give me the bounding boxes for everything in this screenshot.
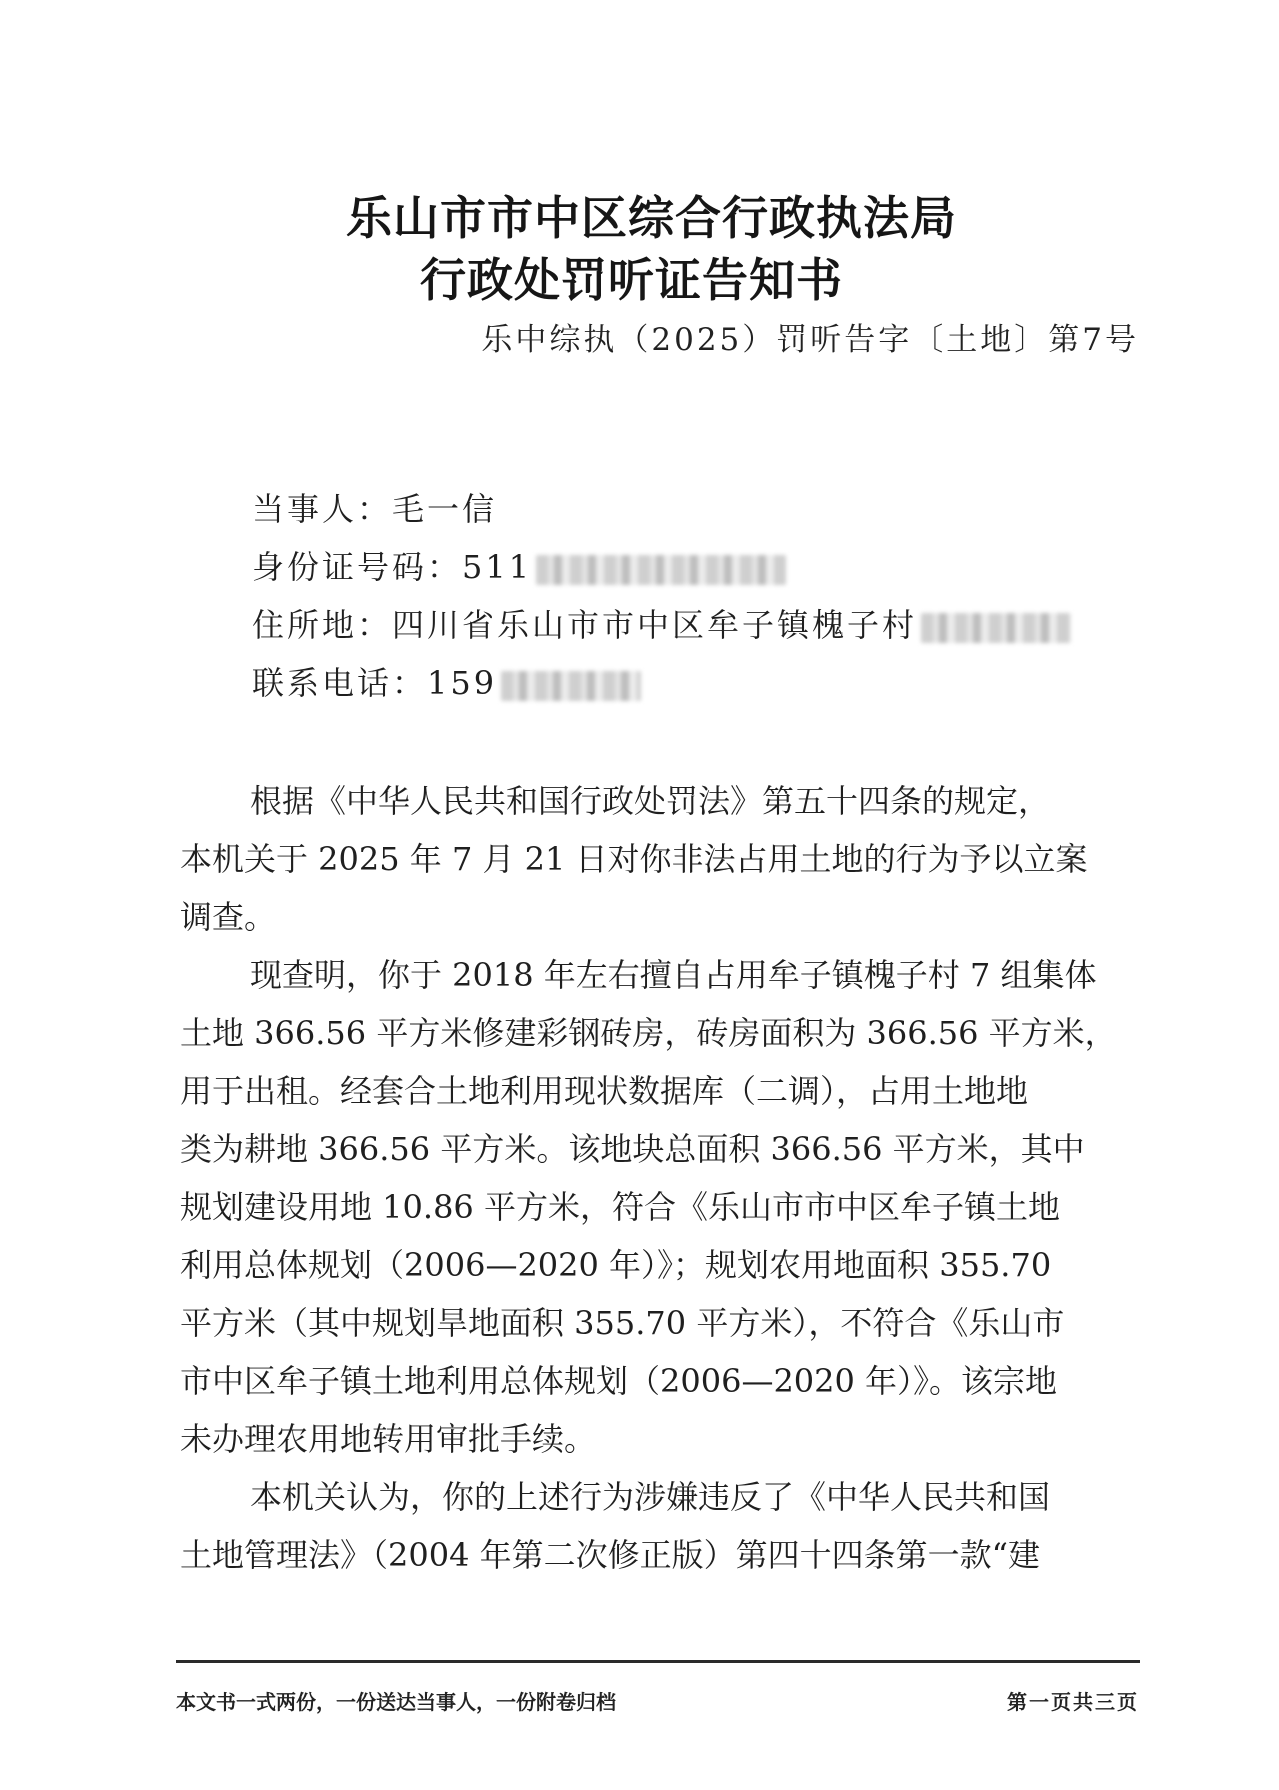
body-line: 现查明，你于 2018 年左右擅自占用牟子镇槐子村 7 组集体 — [250, 956, 1097, 994]
footer-divider — [176, 1660, 1140, 1663]
redacted-address-mask — [921, 613, 1071, 643]
footer-page-number: 第一页共三页 — [1007, 1690, 1139, 1714]
footer-copies-note: 本文书一式两份，一份送达当事人，一份附卷归档 — [176, 1690, 616, 1714]
body-line: 平方米（其中规划旱地面积 355.70 平方米），不符合《乐山市 — [180, 1304, 1065, 1342]
party-phone-label: 联系电话： — [252, 664, 428, 702]
body-line: 规划建设用地 10.86 平方米，符合《乐山市市中区牟子镇土地 — [180, 1188, 1060, 1226]
document-number: 乐中综执（2025）罚听告字〔土地〕第7号 — [481, 322, 1139, 358]
party-id-value: 511 — [462, 548, 533, 586]
party-phone-value: 159 — [427, 664, 498, 702]
body-line: 市中区牟子镇土地利用总体规划（2006—2020 年）》。该宗地 — [180, 1362, 1058, 1400]
body-line: 利用总体规划（2006—2020 年）》；规划农用地面积 355.70 — [180, 1246, 1052, 1284]
body-line: 土地 366.56 平方米修建彩钢砖房，砖房面积为 366.56 平方米， — [180, 1014, 1117, 1052]
body-line: 类为耕地 366.56 平方米。该地块总面积 366.56 平方米，其中 — [180, 1130, 1085, 1168]
body-line: 根据《中华人民共和国行政处罚法》第五十四条的规定， — [250, 782, 1051, 820]
redacted-id-mask — [536, 555, 786, 585]
body-line: 本机关于 2025 年 7 月 21 日对你非法占用土地的行为予以立案 — [180, 840, 1088, 878]
party-address-row — [252, 600, 1071, 646]
body-line: 本机关认为，你的上述行为涉嫌违反了《中华人民共和国 — [250, 1478, 1051, 1516]
party-name-label: 当事人： — [252, 490, 393, 528]
party-id-label: 身份证号码： — [252, 548, 463, 586]
party-name-value: 毛一信 — [392, 490, 498, 528]
party-name-row — [252, 484, 497, 530]
document-title-agency: 乐山市市中区综合行政执法局 — [346, 191, 957, 245]
body-line: 土地管理法》（2004 年第二次修正版）第四十四条第一款“建 — [180, 1536, 1040, 1574]
body-line: 用于出租。经套合土地利用现状数据库（二调），占用土地地 — [180, 1072, 1029, 1110]
redacted-phone-mask — [501, 671, 641, 701]
party-address-label: 住所地： — [252, 606, 393, 644]
body-line: 未办理农用地转用审批手续。 — [180, 1420, 597, 1458]
party-id-row — [252, 542, 786, 588]
party-phone-row — [252, 658, 641, 704]
party-address-value: 四川省乐山市市中区牟子镇槐子村 — [392, 606, 918, 644]
document-title-type: 行政处罚听证告知书 — [420, 253, 843, 307]
body-line: 调查。 — [180, 898, 277, 936]
